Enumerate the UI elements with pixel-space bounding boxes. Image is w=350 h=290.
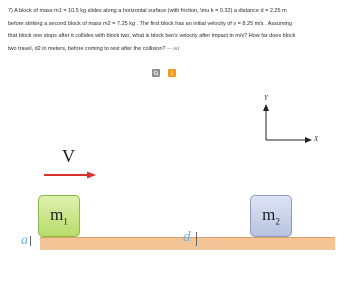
block-m2-subscript: 2 [275, 216, 280, 227]
block-m1-subscript: 1 [63, 216, 68, 227]
m1-annotation-text: m1 [173, 45, 180, 52]
block-m2 [250, 195, 292, 237]
velocity-arrow [40, 170, 100, 180]
velocity-label: V [62, 146, 75, 166]
block-m2-label [262, 205, 280, 226]
zoom-icon[interactable] [152, 69, 160, 77]
info-icon[interactable] [168, 69, 176, 77]
question-line-1: 7) A block of mass m1 = 10.5 kg slides along a horizontal surface (with friction, \mu k = 0.32) a distance d = 2.25 m [8, 8, 287, 14]
block-m1 [38, 195, 80, 237]
axes-drawing [252, 92, 322, 162]
figure-toolbar [152, 69, 176, 77]
x-axis-arrowhead [305, 137, 312, 143]
distance-marker: d [183, 229, 191, 245]
coordinate-axes [252, 92, 322, 162]
question-line-4-text: two travel, d2 in meters, before coming to rest after the collision? [8, 45, 166, 52]
block-m2-letter: m [262, 205, 276, 225]
question-line-3: that block one stops after it collides with block two, what is block two's velocity after impact in m/s? How far does block [8, 33, 296, 40]
velocity-arrow-head [87, 172, 96, 179]
start-marker: a [21, 233, 28, 248]
block-m1-label [50, 205, 68, 226]
x-axis-label: X [314, 135, 319, 143]
y-axis-label: Y [264, 94, 268, 102]
question-line-4 [8, 43, 346, 56]
start-tick [30, 236, 31, 246]
m1-annotation: — m1 [166, 45, 180, 52]
question-line-2: before striking a second block of mass m2 = 7.25 kg . The first block has an initial velocity of v = 8.25 m/s . Assuming [8, 20, 292, 27]
question-text [8, 5, 346, 55]
y-axis-arrowhead [263, 104, 269, 111]
block-m1-letter: m [50, 205, 64, 225]
distance-tick [196, 232, 197, 246]
